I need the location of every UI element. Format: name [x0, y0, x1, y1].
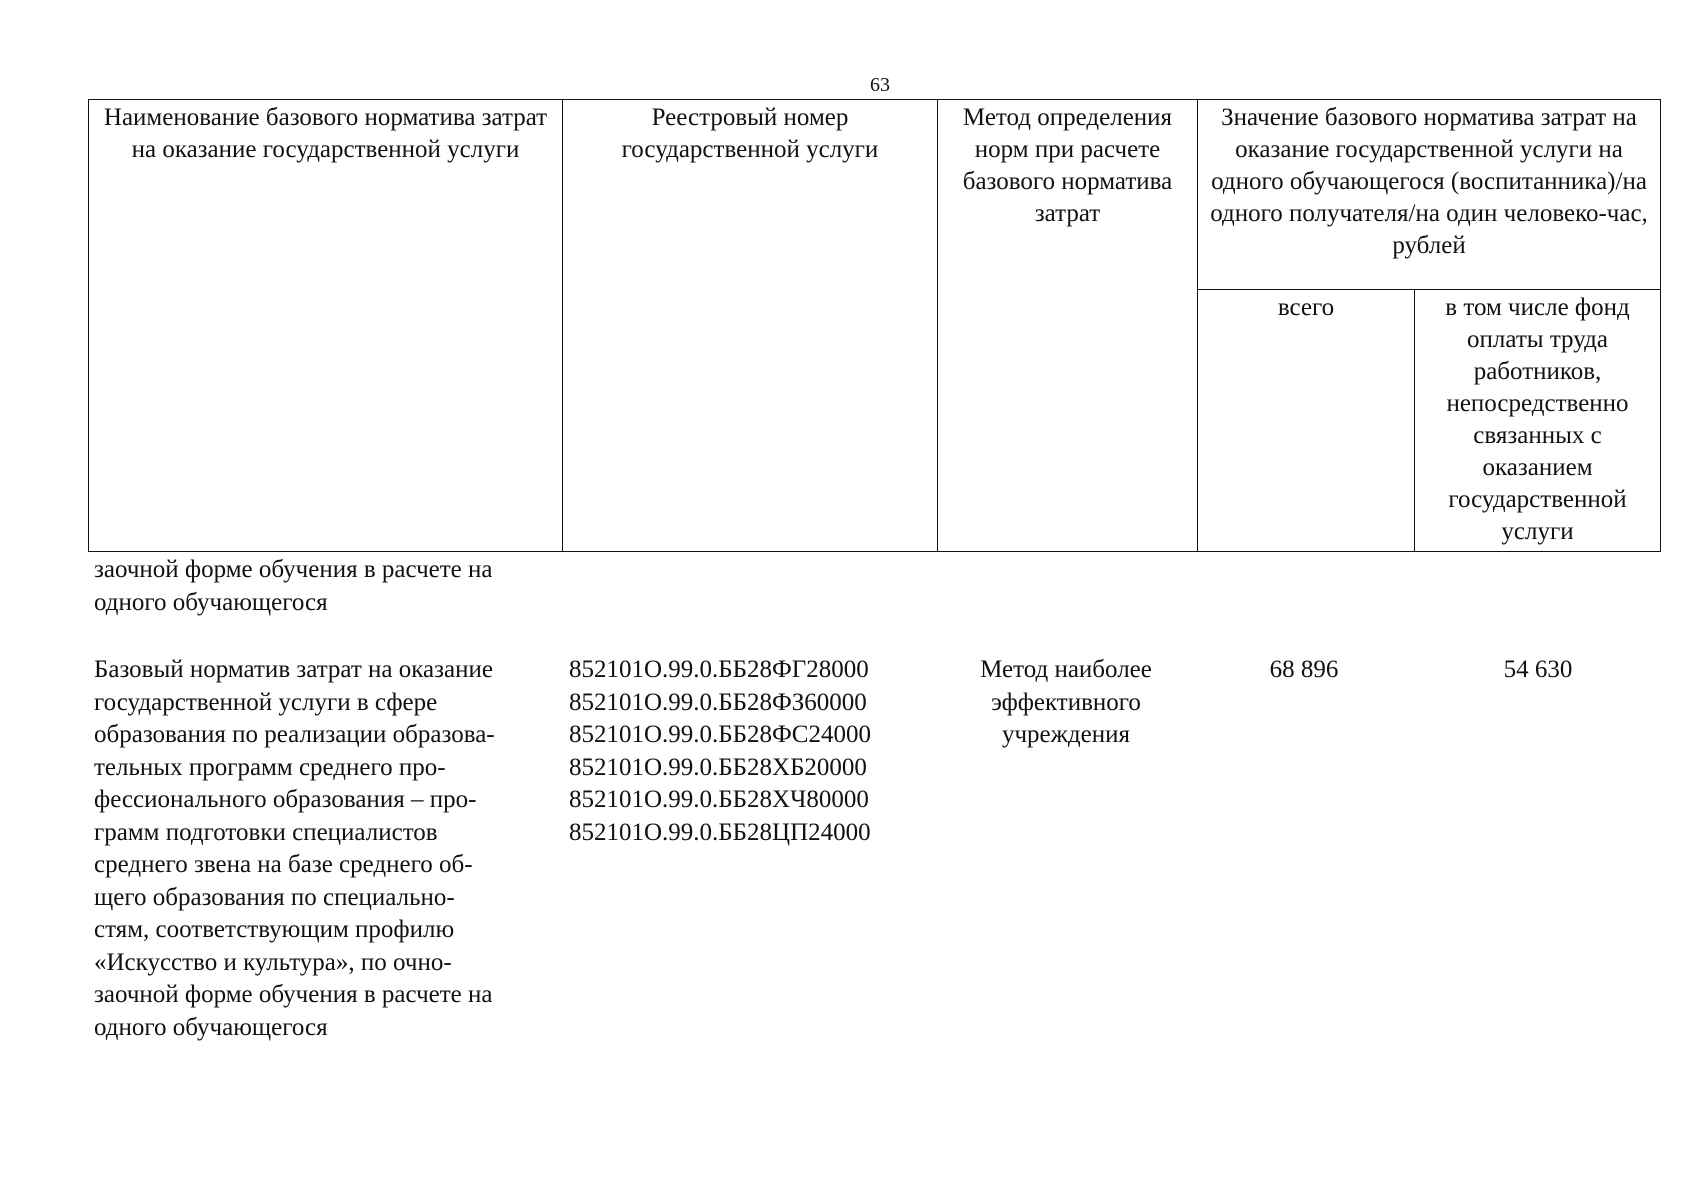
- row-name-line: среднего звена на базе среднего об-: [94, 851, 473, 878]
- header-col-method: Метод определения норм при расчете базового норматива затрат: [938, 100, 1198, 552]
- row-name: [94, 654, 556, 1044]
- header-col-total: всего: [1198, 290, 1415, 552]
- row-name-line: щего образования по специально-: [94, 883, 455, 911]
- row-method: Метод наиболее эффективного учреждения: [980, 656, 1152, 748]
- continuation-text: [94, 554, 556, 619]
- registry-code: 852101О.99.0.ББ28ФЗ60000: [569, 688, 867, 716]
- row-total: 68 896: [1269, 656, 1339, 683]
- continuation-line: заочной форме обучения в расчете на: [94, 556, 493, 583]
- registry-code: 852101О.99.0.ББ28ФГ28000: [569, 656, 869, 683]
- registry-code: 852101О.99.0.ББ28ФС24000: [569, 721, 871, 748]
- header-col-registry: Реестровый номер государственной услуги: [563, 100, 938, 552]
- registry-code: 852101О.99.0.ББ28ХБ20000: [569, 753, 867, 781]
- row-name-line: заочной форме обучения в расчете на: [94, 981, 493, 1008]
- row-name-line: «Искусство и культура», по очно-: [94, 948, 452, 976]
- row-name-line: Базовый норматив затрат на оказание: [94, 656, 493, 683]
- header-col-name: Наименование базового норматива затрат на оказание государственной услуги: [89, 100, 563, 552]
- table-header: [88, 99, 1661, 552]
- row-name-line: образования по реализации образова-: [94, 721, 495, 748]
- row-name-line: фессионального образования – про-: [94, 786, 477, 813]
- row-name-line: тельных программ среднего про-: [94, 753, 446, 781]
- registry-code: 852101О.99.0.ББ28ЦП24000: [569, 818, 871, 846]
- page-number: 63: [870, 74, 890, 96]
- row-codes: [569, 654, 929, 849]
- row-name-line: стям, соответствующим профилю: [94, 916, 455, 943]
- row-name-line: государственной услуги в сфере: [94, 688, 438, 716]
- row-fot: 54 630: [1503, 656, 1573, 683]
- header-col-fot: в том числе фонд оплаты труда работников, непосредственно связанных с оказанием государственной услуги: [1415, 290, 1661, 552]
- continuation-line: одного обучающегося: [94, 588, 328, 616]
- row-name-line: грамм подготовки специалистов: [94, 818, 438, 846]
- registry-code: 852101О.99.0.ББ28ХЧ80000: [569, 786, 869, 813]
- row-name-line: одного обучающегося: [94, 1013, 328, 1041]
- header-col-value: Значение базового норматива затрат на оказание государственной услуги на одного обучающегося (воспитанника)/на одного получателя/на один человеко-час, рублей: [1198, 100, 1661, 290]
